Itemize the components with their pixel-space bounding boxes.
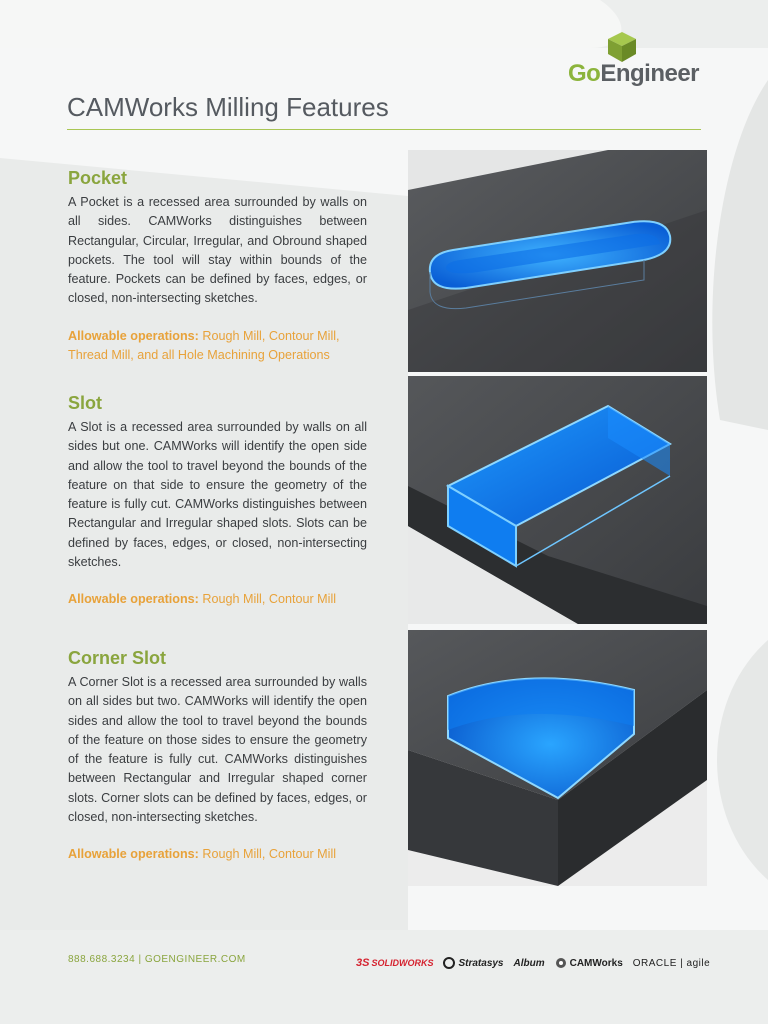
- allowable-operations: [68, 590, 367, 609]
- camworks-label: CAMWorks: [569, 957, 623, 969]
- album-label: Album: [513, 957, 545, 969]
- oracle-label: ORACLE: [632, 957, 677, 969]
- partner-logos: [356, 950, 710, 976]
- section-pocket: [68, 168, 367, 365]
- stratasys-icon: [443, 957, 455, 969]
- slot-feature-image: [408, 376, 707, 624]
- section-heading: Corner Slot: [68, 648, 167, 668]
- oracle-agile-logo: ORACLE | agile: [632, 957, 711, 969]
- logo-go: Go: [568, 60, 601, 87]
- ops-label: Allowable operations:: [68, 847, 199, 862]
- pocket-feature-image: [408, 150, 707, 372]
- footer-contact: 888.688.3234 | GOENGINEER.COM: [68, 954, 246, 965]
- section-body: A Slot is a recessed area surrounded by walls on all sides but one. CAMWorks will identify the open side and allow the tool to travel beyond the bounds of the feature on that side to ensure the geometry of the feature is fully cut. CAMWorks distinguishes between Rectangular and Irregular shaped slots. Slots can be defined by faces, edges, or closed, non-intersecting sketches.: [68, 420, 367, 570]
- ops-label: Allowable operations:: [68, 592, 199, 607]
- ops-value: Rough Mill, Contour Mill: [202, 592, 337, 607]
- stratasys-label: Stratasys: [458, 957, 504, 969]
- goengineer-logo[interactable]: [568, 32, 700, 92]
- allowable-operations: [68, 327, 367, 366]
- page-title: CAMWorks Milling Features: [67, 92, 389, 122]
- section-body: A Corner Slot is a recessed area surrounded by walls on all sides but two. CAMWorks will identify the open sides and allow the tool to travel beyond the bounds of the feature on those sides to ensure the geometry of the feature is fully cut. CAMWorks distinguishes between Rectangular and Irregular shaped corner slots. Corner slots can be defined by faces, edges, or closed, non-intersecting sketches.: [68, 675, 367, 825]
- album-logo: [514, 958, 545, 969]
- corner-slot-feature-image: [408, 630, 707, 886]
- title-divider: [67, 129, 701, 130]
- solidworks-label: SOLIDWORKS: [371, 958, 434, 968]
- ops-value: Rough Mill, Contour Mill, Thread Mill, and all Hole Machining Operations: [68, 328, 340, 363]
- agile-label: agile: [686, 957, 711, 969]
- cube-logo-icon: [608, 32, 636, 62]
- solidworks-logo: 3S SOLIDWORKS: [356, 957, 434, 969]
- allowable-operations: [68, 845, 367, 864]
- stratasys-logo: [443, 957, 503, 969]
- section-slot: [68, 393, 367, 610]
- camworks-logo: [555, 957, 623, 969]
- section-corner-slot: [68, 648, 367, 865]
- logo-engineer: Engineer: [600, 60, 700, 87]
- section-heading: Pocket: [68, 168, 128, 188]
- logo-wordmark: [568, 60, 699, 88]
- ops-value: Rough Mill, Contour Mill: [202, 847, 337, 862]
- ops-label: Allowable operations:: [68, 328, 199, 343]
- section-heading: Slot: [68, 393, 102, 413]
- section-body: A Pocket is a recessed area surrounded by walls on all sides. CAMWorks distinguishes between Rectangular, Circular, Irregular, and Obround shaped pockets. The tool will stay within bounds of the feature. Pockets can be defined by faces, edges, or closed, non-intersecting sketches.: [68, 195, 367, 306]
- camworks-icon: [555, 957, 567, 969]
